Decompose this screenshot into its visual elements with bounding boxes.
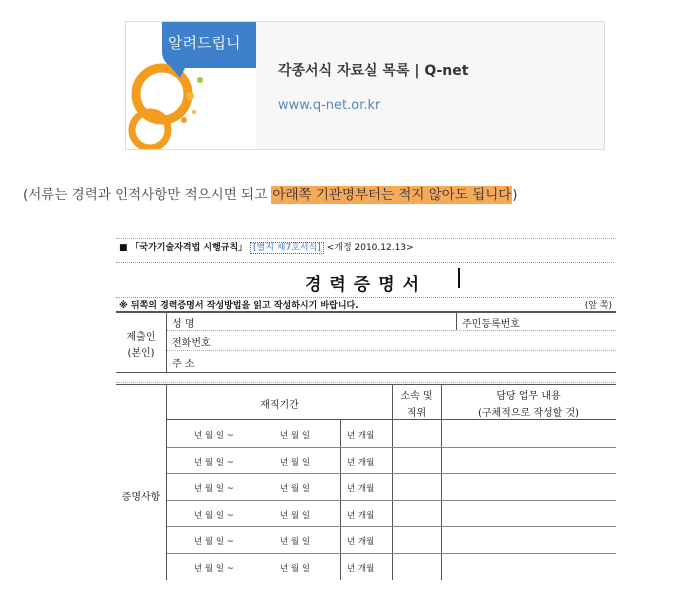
resident-number-label: 주민등록번호 (462, 319, 520, 330)
period-row-rule (167, 473, 616, 474)
rule-career-top (116, 384, 616, 385)
period-header: 재직기간 (260, 400, 299, 411)
link-preview-card[interactable] (125, 21, 605, 150)
card-url[interactable]: www.q-net.or.kr (278, 98, 381, 113)
period-to: 년 월 일 (280, 431, 311, 441)
duty-header-2: (구체적으로 작성할 것) (477, 408, 580, 419)
rule-row-1 (167, 330, 616, 331)
card-title[interactable]: 각종서식 자료실 목록 | Q-net (278, 63, 469, 79)
career-section-label: 증명사항 (121, 492, 161, 503)
period-from: 년 월 일 ~ (194, 510, 234, 521)
header-form: [별지 제7호서식] (250, 242, 324, 254)
rule-top (116, 311, 616, 313)
rule-spacer (116, 382, 616, 383)
period-from: 년 월 일 ~ (194, 457, 234, 468)
period-span: 년 개월 (347, 484, 375, 495)
period-row-rule (167, 526, 616, 527)
instruction-text: ※ 뒤쪽의 경력증명서 작성방법을 읽고 작성하시기 바랍니다. (119, 301, 359, 311)
period-span: 년 개월 (347, 510, 375, 521)
note-close: ) (512, 187, 518, 203)
rule-career-label-v (166, 384, 167, 580)
rule-header-bottom (167, 419, 616, 420)
period-span: 년 개월 (347, 537, 375, 548)
rule-submitter-bottom (116, 372, 616, 373)
speech-bubble-tail (170, 66, 186, 78)
form-top-border (116, 238, 616, 239)
phone-label: 전화번호 (172, 338, 211, 349)
form-title: 경력증명서 (304, 275, 428, 295)
period-to: 년 월 일 (280, 537, 311, 548)
period-row-rule (167, 447, 616, 448)
affiliation-header-1: 소속 및 (400, 391, 433, 402)
rule-resident-v (456, 312, 457, 330)
period-row-rule (167, 500, 616, 501)
period-to: 년 월 일 (280, 564, 311, 574)
period-row-rule (167, 553, 616, 554)
header-revision: <개정 2010.12.13> (326, 243, 414, 253)
period-span: 년 개월 (347, 457, 375, 468)
period-span: 년 개월 (347, 564, 375, 574)
affiliation-header-2: 직위 (406, 408, 427, 419)
duty-header-1: 담당 업무 내용 (496, 391, 561, 402)
header-bullet: ■ (119, 243, 128, 253)
page-side-label: (앞 쪽) (584, 301, 612, 311)
period-to: 년 월 일 (280, 510, 311, 521)
period-from: 년 월 일 ~ (194, 431, 234, 441)
career-certificate-form (116, 236, 616, 580)
note-highlight: 아래쪽 기관명부터는 적지 않아도 됩니다 (272, 187, 512, 203)
text-cursor (458, 268, 460, 288)
submitter-label-2: (본인) (127, 348, 155, 359)
period-to: 년 월 일 (280, 457, 311, 468)
period-from: 년 월 일 ~ (194, 484, 234, 495)
form-header (119, 240, 414, 253)
period-to: 년 월 일 (280, 484, 311, 495)
submitter-label-1: 제출인 (126, 332, 156, 343)
name-label: 성 명 (172, 319, 195, 330)
thumb-text: 알려드립니 (168, 34, 241, 52)
rule-row-2 (167, 350, 616, 351)
address-label: 주 소 (172, 359, 195, 370)
note-text (23, 183, 518, 203)
note-main: (서류는 경력과 인적사항만 적으시면 되고 (23, 187, 272, 203)
period-from: 년 월 일 ~ (194, 564, 234, 574)
speech-bubble (162, 22, 256, 68)
rule-submitter-v (166, 312, 167, 372)
period-span: 년 개월 (347, 431, 375, 441)
period-from: 년 월 일 ~ (194, 537, 234, 548)
card-thumbnail (126, 22, 256, 149)
header-law: 「국가기술자격법 시행규칙」 (130, 243, 248, 253)
